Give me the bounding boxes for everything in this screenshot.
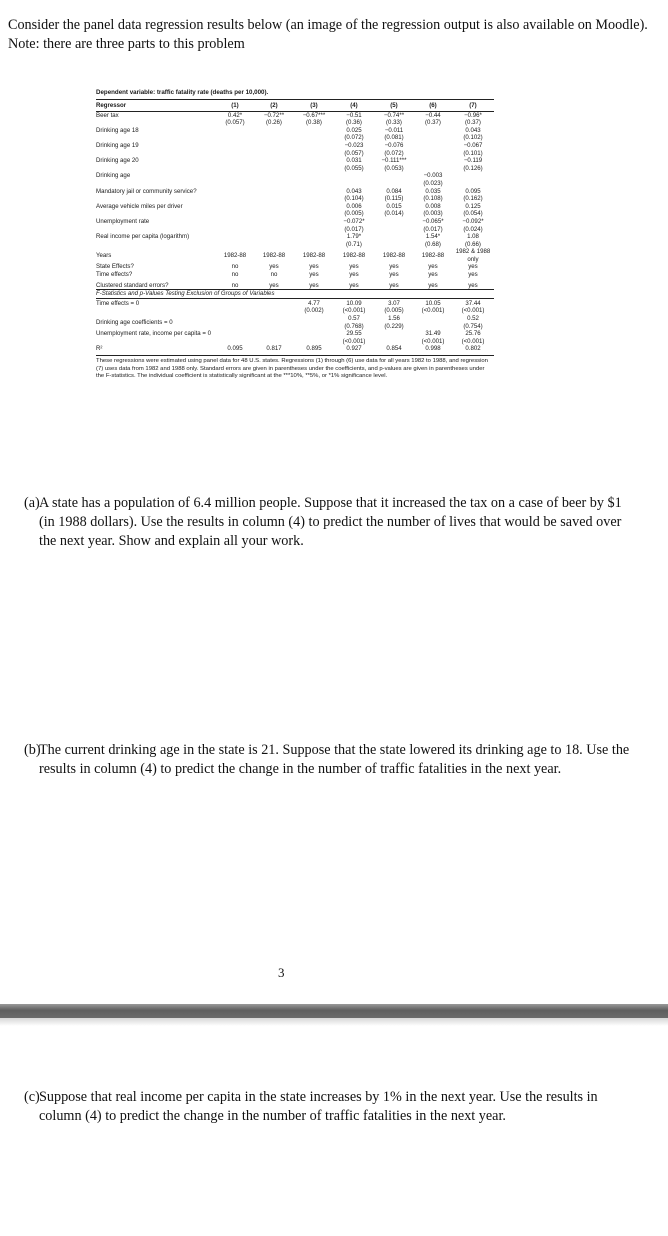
table-cell: yes xyxy=(349,271,359,279)
table-cell: 0.998 xyxy=(414,345,452,355)
row-label: Unemployment rate xyxy=(96,217,150,225)
table-cell: 1982-88 xyxy=(421,252,445,260)
table-cell: (<0.001) xyxy=(461,307,485,315)
table-cell: −0.51 xyxy=(346,111,362,119)
table-cell: yes xyxy=(269,263,279,271)
question-a-label: (a) xyxy=(24,495,40,511)
row-label: Real income per capita (logarithm) xyxy=(96,233,190,241)
table-cell: 1982-88 xyxy=(262,252,286,260)
table-cell: 1.08 xyxy=(467,233,479,241)
table-cell: 0.52 xyxy=(467,315,479,323)
row-real-income xyxy=(96,233,494,241)
row-label: Time effects? xyxy=(96,271,133,279)
table-cell: (0.014) xyxy=(384,210,404,218)
row-time-effects xyxy=(96,271,494,279)
table-cell: (0.002) xyxy=(304,307,324,315)
row-label: Average vehicle miles per driver xyxy=(96,202,183,210)
table-cell: (0.108) xyxy=(423,195,443,203)
table-cell: (0.057) xyxy=(344,149,364,157)
table-cell: (<0.001) xyxy=(421,337,445,345)
table-cell: −0.67*** xyxy=(302,111,326,119)
row-label: Drinking age 18 xyxy=(96,126,139,134)
table-cell: 4.77 xyxy=(294,298,334,307)
table-cell: (0.017) xyxy=(344,225,364,233)
table-cell: −0.065* xyxy=(422,217,444,225)
row-f-unemp xyxy=(96,330,494,338)
row-label: Drinking age coefficients = 0 xyxy=(96,319,173,327)
table-cell: 0.57 xyxy=(348,315,360,323)
table-cell: (0.768) xyxy=(344,322,364,330)
table-cell: 1.54* xyxy=(425,233,441,241)
table-cell: 1.56 xyxy=(388,315,400,323)
table-cell: −0.023 xyxy=(344,141,364,149)
header-col-2: (2) xyxy=(254,100,294,111)
table-cell: 0.802 xyxy=(452,345,494,355)
row-f-drinking xyxy=(96,315,494,323)
regression-table-figure xyxy=(96,88,494,381)
table-cell: (0.003) xyxy=(423,210,443,218)
table-cell: (0.017) xyxy=(423,225,443,233)
row-unemployment-se xyxy=(96,226,494,234)
table-cell: yes xyxy=(428,271,438,279)
table-cell: 37.44 xyxy=(452,298,494,307)
row-drinking-age-18-se xyxy=(96,134,494,142)
table-cell: (0.024) xyxy=(463,225,483,233)
table-cell: yes xyxy=(389,281,399,289)
table-cell: (0.26) xyxy=(266,119,282,127)
table-cell: no xyxy=(231,271,239,279)
table-cell: (0.162) xyxy=(463,195,483,203)
question-b-text: The current drinking age in the state is 21. Suppose that the state lowered its drinking age to 18. Use the results in column (4) to predict the change in the number of traffic fatalities in the next year. xyxy=(39,742,630,777)
table-cell: −0.011 xyxy=(384,126,404,134)
row-vehicle-miles xyxy=(96,203,494,211)
row-years xyxy=(96,248,494,263)
table-cell: (0.104) xyxy=(344,195,364,203)
table-cell: (0.754) xyxy=(463,322,483,330)
regression-table xyxy=(96,100,494,356)
row-drinking-age-20 xyxy=(96,157,494,165)
table-cell: 31.49 xyxy=(425,330,441,338)
table-cell: (0.023) xyxy=(423,179,443,187)
table-cell: (0.37) xyxy=(465,119,481,127)
table-cell: 0.025 xyxy=(346,126,362,134)
table-cell: yes xyxy=(468,263,478,271)
question-a-text: A state has a population of 6.4 million people. Suppose that it increased the tax on a case of beer by $1 (in 1988 dollars). Use the results in column (4) to predict the number of lives that would be saved over the next year. Show and explain all your work. xyxy=(39,495,622,549)
table-cell: yes xyxy=(309,281,319,289)
page-separator-shadow xyxy=(0,1018,668,1026)
table-cell: 1982 & 1988 only xyxy=(455,248,491,263)
question-b xyxy=(24,741,634,779)
question-a xyxy=(24,494,634,551)
table-cell: yes xyxy=(389,263,399,271)
table-cell: 0.006 xyxy=(346,202,362,210)
table-cell: 1982-88 xyxy=(342,252,366,260)
table-cell: (0.072) xyxy=(384,149,404,157)
dependent-variable-caption: Dependent variable: traffic fatality rate (deaths per 10,000). xyxy=(96,88,494,100)
table-cell: yes xyxy=(428,281,438,289)
row-label: Drinking age 20 xyxy=(96,157,139,165)
question-c-label: (c) xyxy=(24,1089,40,1105)
row-label: Time effects = 0 xyxy=(96,298,216,307)
table-cell: (0.71) xyxy=(346,240,362,248)
header-col-7: (7) xyxy=(452,100,494,111)
table-cell: no xyxy=(231,263,239,271)
table-cell: −0.44 xyxy=(425,111,441,119)
header-col-4: (4) xyxy=(334,100,374,111)
table-cell: (0.054) xyxy=(463,210,483,218)
table-cell: 0.095 xyxy=(216,345,254,355)
intro-paragraph: Consider the panel data regression results below (an image of the regression output is also available on Moodle). Note: there are three parts to this problem xyxy=(8,17,648,52)
table-cell: 0.927 xyxy=(334,345,374,355)
table-cell: (0.115) xyxy=(384,195,404,203)
table-cell: yes xyxy=(269,281,279,289)
table-footnote: These regressions were estimated using panel data for 48 U.S. states. Regressions (1) through (6) use data for all years 1982 to 1988, and regression (7) uses data from 1982 and 1988 only. Standard errors are given in parentheses under the coefficients, and p-values are given in parentheses under the F-statistics. The individual coefficient is statistically significant at the ***10%, **5%, or *1% significance level. xyxy=(96,358,488,380)
row-label: Clustered standard errors? xyxy=(96,281,169,289)
table-cell: yes xyxy=(349,263,359,271)
table-cell: −0.092* xyxy=(462,217,484,225)
row-label: Drinking age 19 xyxy=(96,141,139,149)
question-c xyxy=(24,1088,634,1126)
row-label: Years xyxy=(96,252,112,260)
table-cell: (0.68) xyxy=(425,240,441,248)
row-drinking-age-20-se xyxy=(96,165,494,173)
table-cell: 0.008 xyxy=(425,202,441,210)
table-cell: no xyxy=(231,281,239,289)
table-cell: 3.07 xyxy=(374,298,414,307)
table-cell: 1982-88 xyxy=(302,252,326,260)
table-cell: 0.015 xyxy=(386,202,402,210)
table-cell: −0.072* xyxy=(343,217,365,225)
table-cell: (0.053) xyxy=(384,164,404,172)
table-cell: (0.005) xyxy=(384,307,404,315)
table-cell: 1982-88 xyxy=(382,252,406,260)
question-b-label: (b) xyxy=(24,742,41,758)
table-cell: yes xyxy=(468,281,478,289)
table-cell: 0.043 xyxy=(346,187,362,195)
table-cell: 10.05 xyxy=(414,298,452,307)
table-cell: (0.126) xyxy=(463,164,483,172)
table-cell: no xyxy=(270,271,278,279)
f-stats-title: F-Statistics and p-Values Testing Exclusion of Groups of Variables xyxy=(96,290,494,299)
table-cell: 1.79* xyxy=(346,233,362,241)
table-cell: 0.854 xyxy=(374,345,414,355)
table-cell: yes xyxy=(349,281,359,289)
table-cell: −0.111*** xyxy=(381,157,407,165)
table-cell: 0.043 xyxy=(465,126,481,134)
table-cell: 29.55 xyxy=(346,330,362,338)
table-cell: 0.084 xyxy=(386,187,402,195)
row-drinking-age-18 xyxy=(96,127,494,135)
table-cell: (0.072) xyxy=(344,134,364,142)
table-cell: −0.74** xyxy=(383,111,405,119)
row-r-squared xyxy=(96,345,494,355)
header-col-6: (6) xyxy=(414,100,452,111)
table-cell: (<0.001) xyxy=(342,337,366,345)
table-cell: yes xyxy=(428,263,438,271)
row-label: Mandatory jail or community service? xyxy=(96,187,197,195)
page-number: 3 xyxy=(278,965,285,980)
table-cell: −0.119 xyxy=(463,157,483,165)
table-cell: (0.102) xyxy=(463,134,483,142)
row-drinking-age-19 xyxy=(96,142,494,150)
table-cell: (0.055) xyxy=(344,164,364,172)
table-cell: (<0.001) xyxy=(421,307,445,315)
header-col-3: (3) xyxy=(294,100,334,111)
table-cell: yes xyxy=(309,263,319,271)
row-unemployment xyxy=(96,218,494,226)
table-cell: 0.035 xyxy=(425,187,441,195)
row-label: State Effects? xyxy=(96,263,134,271)
row-f-time-p xyxy=(96,307,494,315)
table-cell: 10.09 xyxy=(334,298,374,307)
table-cell: 25.76 xyxy=(465,330,481,338)
table-cell: −0.067 xyxy=(463,141,483,149)
row-f-stats-title xyxy=(96,290,494,299)
table-cell: (0.057) xyxy=(225,119,245,127)
table-cell: (0.101) xyxy=(463,149,483,157)
row-clustered-se xyxy=(96,279,494,290)
table-cell: 0.895 xyxy=(294,345,334,355)
header-regressor: Regressor xyxy=(96,100,216,111)
table-cell: −0.003 xyxy=(423,172,443,180)
row-beer-tax-se xyxy=(96,119,494,127)
table-cell: 0.095 xyxy=(465,187,481,195)
table-cell: 0.817 xyxy=(254,345,294,355)
row-label: Drinking age xyxy=(96,172,131,180)
table-cell: (0.005) xyxy=(344,210,364,218)
table-cell: −0.96* xyxy=(464,111,482,119)
row-drinking-age xyxy=(96,172,494,180)
row-label: R̄² xyxy=(96,345,216,355)
table-cell: 0.42* xyxy=(227,111,243,119)
row-f-time xyxy=(96,298,494,307)
header-col-1: (1) xyxy=(216,100,254,111)
row-state-effects xyxy=(96,263,494,271)
table-cell: 1982-88 xyxy=(223,252,247,260)
row-beer-tax xyxy=(96,111,494,119)
row-mandatory-jail xyxy=(96,188,494,196)
table-header-row xyxy=(96,100,494,111)
table-cell: (0.66) xyxy=(465,240,481,248)
table-cell: yes xyxy=(309,271,319,279)
table-cell: (<0.001) xyxy=(461,337,485,345)
page-separator xyxy=(0,1004,668,1018)
table-cell: (0.229) xyxy=(384,322,404,330)
table-cell: (0.081) xyxy=(384,134,404,142)
table-cell: 0.125 xyxy=(465,202,481,210)
table-cell: (0.36) xyxy=(346,119,362,127)
table-cell: (0.33) xyxy=(386,119,402,127)
row-drinking-age-se xyxy=(96,180,494,188)
table-cell: −0.72** xyxy=(263,111,285,119)
table-cell: 0.031 xyxy=(346,157,362,165)
row-label: Unemployment rate, income per capita = 0 xyxy=(96,330,211,338)
row-label: Beer tax xyxy=(96,111,119,119)
table-cell: (0.37) xyxy=(425,119,441,127)
row-drinking-age-19-se xyxy=(96,150,494,158)
table-cell: (0.38) xyxy=(306,119,322,127)
table-cell: −0.076 xyxy=(384,141,404,149)
question-c-text: Suppose that real income per capita in the state increases by 1% in the next year. Use the results in column (4) to predict the change in the number of traffic fatalities in the next year. xyxy=(39,1089,598,1124)
header-col-5: (5) xyxy=(374,100,414,111)
table-cell: (<0.001) xyxy=(342,307,366,315)
table-cell: yes xyxy=(389,271,399,279)
table-cell: yes xyxy=(468,271,478,279)
